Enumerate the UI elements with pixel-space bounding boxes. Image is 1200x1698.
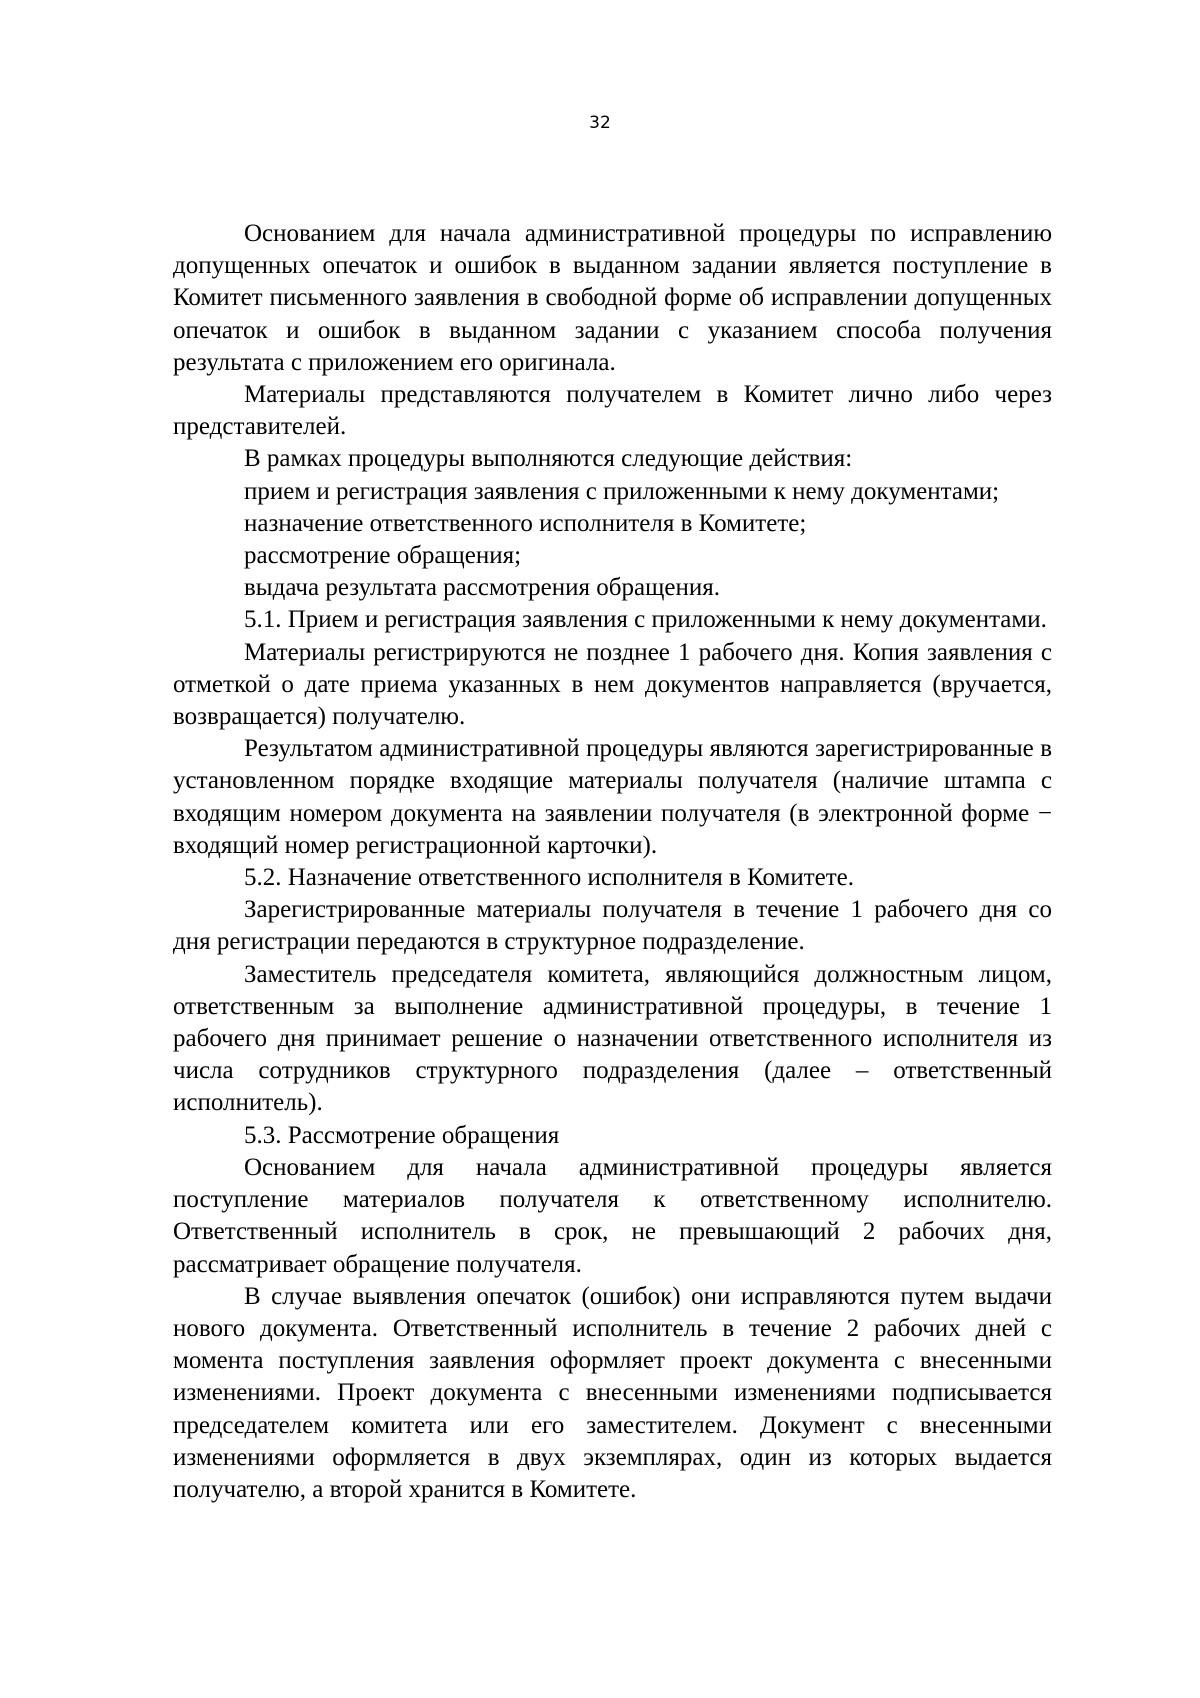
list-item-assignment: назначение ответственного исполнителя в Комитете;: [244, 509, 807, 537]
paragraph-materials-submission: Материалы представляются получателем в Комитет лично либо через представителей.: [173, 381, 1052, 441]
paragraph-error-correction: В случае выявления опечаток (ошибок) они исправляются путем выдачи нового документа. Ответственный исполнитель в течение 2 рабочих дней с момента поступления заявления оформляет проект документа с внесенными изменениями. Проект документа с внесенными изменениями подписывается председателем комитета или его заместителем. Документ с внесенными изменениями оформляется в двух экземплярах, один из которых выдается получателю, а второй хранится в Комитете.: [173, 1282, 1052, 1503]
paragraph-registration-deadline: Материалы регистрируются не позднее 1 рабочего дня. Копия заявления с отметкой о дате приема указанных в нем документов направляется (вручается, возвращается) получателю.: [173, 638, 1052, 731]
paragraph-deputy-decision: Заместитель председателя комитета, являющийся должностным лицом, ответственным за выполнение административной процедуры, в течение 1 рабочего дня принимает решение о назначении ответственного исполнителя из числа сотрудников структурного подразделения (далее – ответственный исполнитель).: [173, 960, 1052, 1117]
paragraph-basis-for-correction: Основанием для начала административной процедуры по исправлению допущенных опечаток и ошибок в выданном задании является поступление в Комитет письменного заявления в свободной форме об исправлении допущенных опечаток и ошибок в выданном задании с указанием способа получения результата с приложением его оригинала.: [173, 220, 1052, 376]
paragraph-registration-result: Результатом административной процедуры являются зарегистрированные в установленном порядке входящие материалы получателя (наличие штампа с входящим номером документа на заявлении получателя (в электронной форме − входящий номер регистрационной карточки).: [173, 735, 1052, 859]
paragraph-actions-intro: В рамках процедуры выполняются следующие действия:: [244, 445, 853, 473]
list-item-issuance: выдача результата рассмотрения обращения.: [244, 574, 720, 602]
document-body: [173, 218, 1052, 1506]
list-item-review: рассмотрение обращения;: [244, 542, 522, 570]
section-heading-5-3: 5.3. Рассмотрение обращения: [244, 1121, 560, 1149]
paragraph-transfer-to-unit: Зарегистрированные материалы получателя в течение 1 рабочего дня со дня регистрации передаются в структурное подразделение.: [173, 896, 1052, 956]
section-heading-5-1: 5.1. Прием и регистрация заявления с приложенными к нему документами.: [244, 606, 1047, 634]
page-number: 32: [589, 113, 611, 133]
paragraph-review-basis: Основанием для начала административной процедуры является поступление материалов получателя к ответственному исполнителю. Ответственный исполнитель в срок, не превышающий 2 рабочих дня, рассматривает обращение получателя.: [173, 1153, 1052, 1278]
section-heading-5-2: 5.2. Назначение ответственного исполнителя в Комитете.: [244, 864, 855, 892]
list-item-reception: прием и регистрация заявления с приложенными к нему документами;: [244, 477, 1000, 505]
